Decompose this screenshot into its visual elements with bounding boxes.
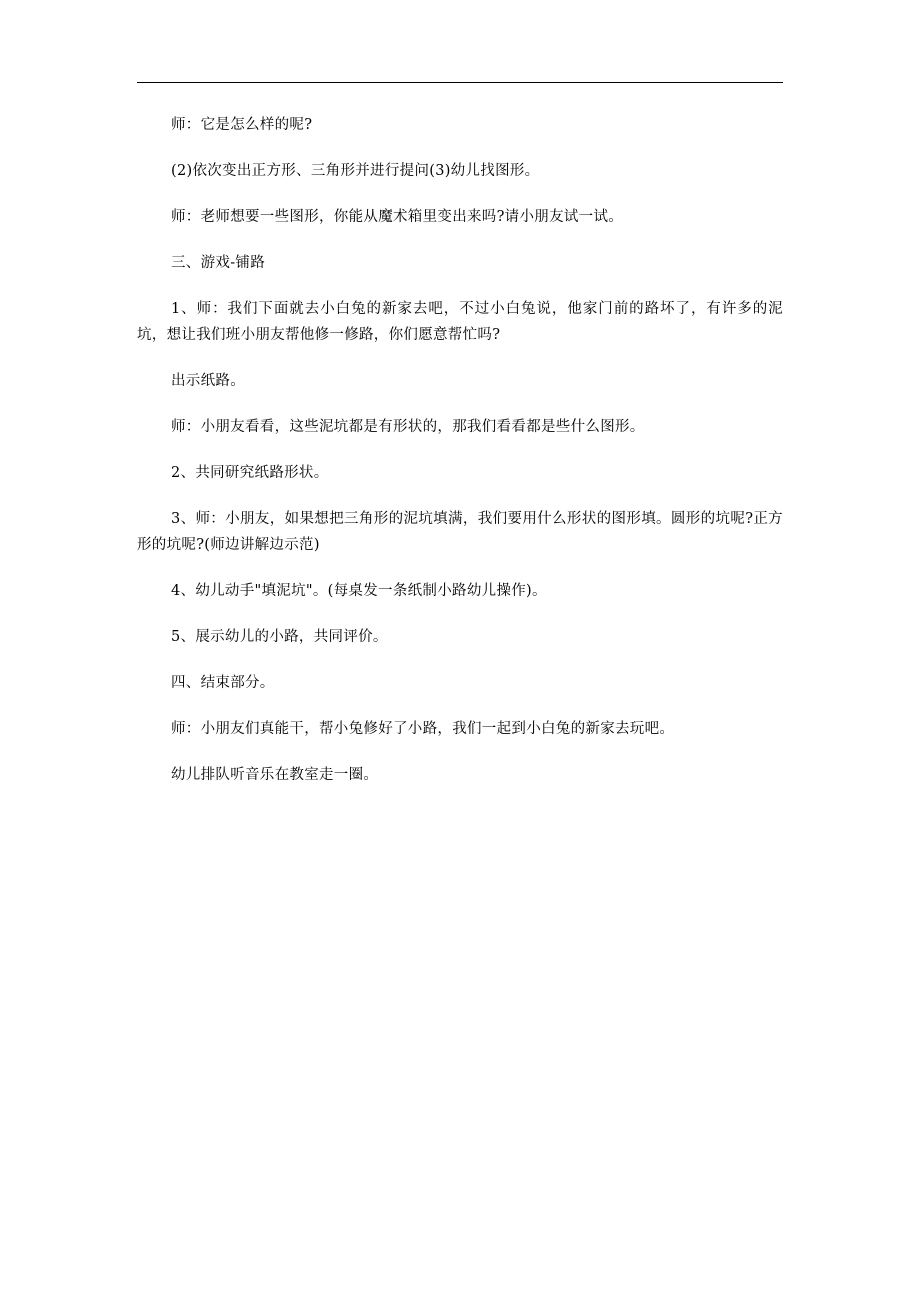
paragraph-13: 师：小朋友们真能干，帮小兔修好了小路，我们一起到小白兔的新家去玩吧。 <box>171 721 675 737</box>
paragraph-9: 3、师：小朋友，如果想把三角形的泥坑填满，我们要用什么形状的图形填。圆形的坑呢?正方形的坑呢?(师边讲解边示范) <box>137 511 783 553</box>
header-rule <box>137 82 783 83</box>
section-heading-ending: 四、结束部分。 <box>171 675 275 691</box>
paragraph-6: 出示纸路。 <box>171 373 245 389</box>
paragraph-7: 师：小朋友看看，这些泥坑都是有形状的，那我们看看都是些什么图形。 <box>171 419 645 435</box>
paragraph-1: 师：它是怎么样的呢? <box>171 117 313 133</box>
paragraph-3: 师：老师想要一些图形，你能从魔术箱里变出来吗?请小朋友试一试。 <box>171 209 624 225</box>
body-text <box>137 112 783 788</box>
paragraph-8: 2、共同研究纸路形状。 <box>171 465 329 481</box>
paragraph-5: 1、师：我们下面就去小白兔的新家去吧，不过小白兔说，他家门前的路坏了，有许多的泥坑，想让我们班小朋友帮他修一修路，你们愿意帮忙吗? <box>137 301 783 343</box>
paragraph-10: 4、幼儿动手"填泥坑"。(每桌发一条纸制小路幼儿操作)。 <box>171 583 547 599</box>
paragraph-2: (2)依次变出正方形、三角形并进行提问(3)幼儿找图形。 <box>171 163 540 179</box>
paragraph-11: 5、展示幼儿的小路，共同评价。 <box>171 629 388 645</box>
paragraph-14: 幼儿排队听音乐在教室走一圈。 <box>171 767 379 783</box>
section-heading-game: 三、游戏-铺路 <box>171 255 265 271</box>
